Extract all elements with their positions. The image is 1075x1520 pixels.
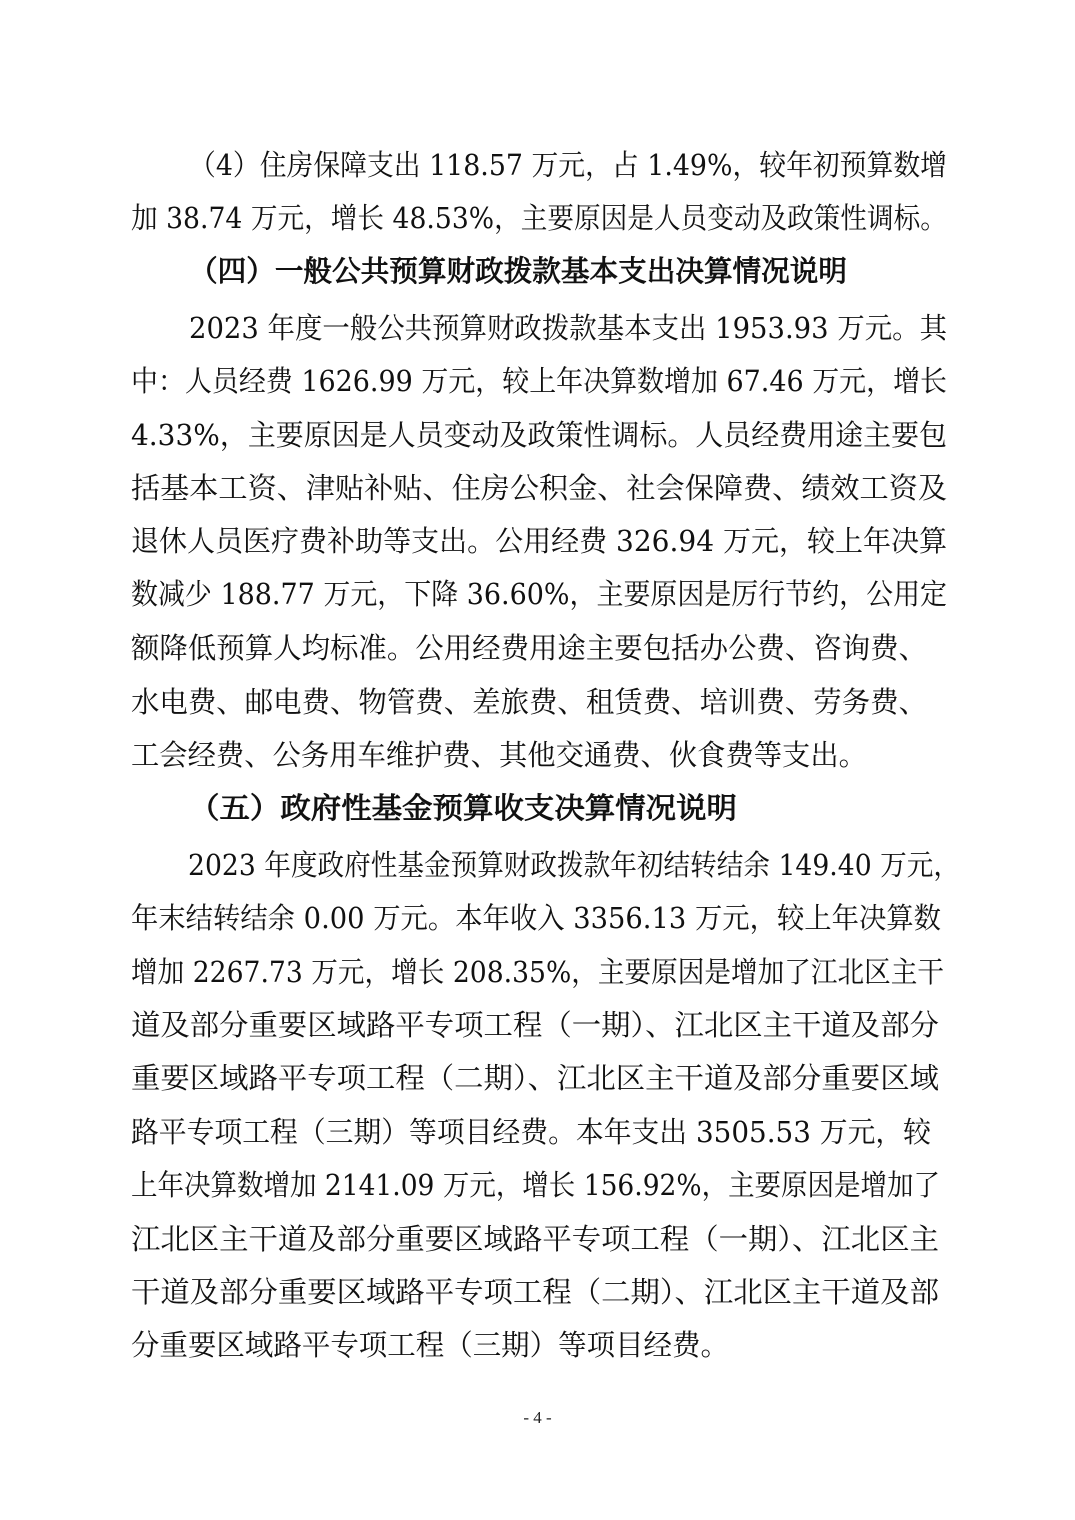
text-line xyxy=(0,675,1075,729)
text-line xyxy=(0,191,1075,245)
line-text: 工会经费、公务用车维护费、其他交通费、伙食费等支出。 xyxy=(131,738,867,772)
line-text: 年末结转结余 0.00 万元。本年收入 3356.13 万元，较上年决算数 xyxy=(131,901,941,935)
text-line xyxy=(0,138,1075,192)
text-line xyxy=(0,838,1075,892)
line-text: 干道及部分重要区域路平专项工程（二期）、江北区主干道及部 xyxy=(131,1275,939,1309)
text-line xyxy=(0,1212,1075,1266)
text-line xyxy=(0,945,1075,999)
text-line xyxy=(0,461,1075,515)
text-line xyxy=(0,1265,1075,1319)
section-heading xyxy=(0,781,1075,835)
text-line xyxy=(0,998,1075,1052)
line-text: 道及部分重要区域路平专项工程（一期）、江北区主干道及部分 xyxy=(131,1008,939,1042)
section-heading xyxy=(0,244,1075,298)
line-text: 上年决算数增加 2141.09 万元，增长 156.92%，主要原因是增加了 xyxy=(131,1168,941,1202)
line-text: 路平专项工程（三期）等项目经费。本年支出 3505.53 万元，较 xyxy=(131,1115,931,1149)
line-text: 中：人员经费 1626.99 万元，较上年决算数增加 67.46 万元，增长 xyxy=(131,364,948,398)
line-text: 数减少 188.77 万元，下降 36.60%，主要原因是厉行节约，公用定 xyxy=(131,577,948,611)
heading-text: （五）政府性基金预算收支决算情况说明 xyxy=(189,791,738,825)
line-text: 4.33%，主要原因是人员变动及政策性调标。人员经费用途主要包 xyxy=(131,418,948,452)
text-line xyxy=(0,1051,1075,1105)
text-line xyxy=(0,1318,1075,1372)
text-line xyxy=(0,1158,1075,1212)
line-text: 括基本工资、津贴补贴、住房公积金、社会保障费、绩效工资及 xyxy=(131,471,947,505)
text-line xyxy=(0,891,1075,945)
text-line xyxy=(0,567,1075,621)
text-line xyxy=(0,621,1075,675)
line-text: 分重要区域路平专项工程（三期）等项目经费。 xyxy=(131,1328,729,1362)
text-line xyxy=(0,354,1075,408)
text-line xyxy=(0,728,1075,782)
heading-text: （四）一般公共预算财政拨款基本支出决算情况说明 xyxy=(189,254,848,288)
line-text: 加 38.74 万元，增长 48.53%，主要原因是人员变动及政策性调标。 xyxy=(131,201,947,235)
line-text: （4）住房保障支出 118.57 万元，占 1.49%，较年初预算数增 xyxy=(189,148,947,182)
page-number: - 4 - xyxy=(523,1408,552,1427)
line-text: 增加 2267.73 万元，增长 208.35%，主要原因是增加了江北区主干 xyxy=(131,955,944,989)
line-text: 重要区域路平专项工程（二期）、江北区主干道及部分重要区域 xyxy=(131,1061,939,1095)
line-text: 水电费、邮电费、物管费、差旅费、租赁费、培训费、劳务费、 xyxy=(131,685,928,719)
text-line xyxy=(0,301,1075,355)
text-line xyxy=(0,1105,1075,1159)
line-text: 2023 年度政府性基金预算财政拨款年初结转结余 149.40 万元， xyxy=(188,848,960,882)
line-text: 退休人员医疗费补助等支出。公用经费 326.94 万元，较上年决算 xyxy=(131,524,948,558)
line-text: 2023 年度一般公共预算财政拨款基本支出 1953.93 万元。其 xyxy=(189,311,948,345)
text-line xyxy=(0,408,1075,462)
line-text: 江北区主干道及部分重要区域路平专项工程（一期）、江北区主 xyxy=(131,1222,939,1256)
line-text: 额降低预算人均标准。公用经费用途主要包括办公费、咨询费、 xyxy=(131,631,928,665)
text-line xyxy=(0,514,1075,568)
